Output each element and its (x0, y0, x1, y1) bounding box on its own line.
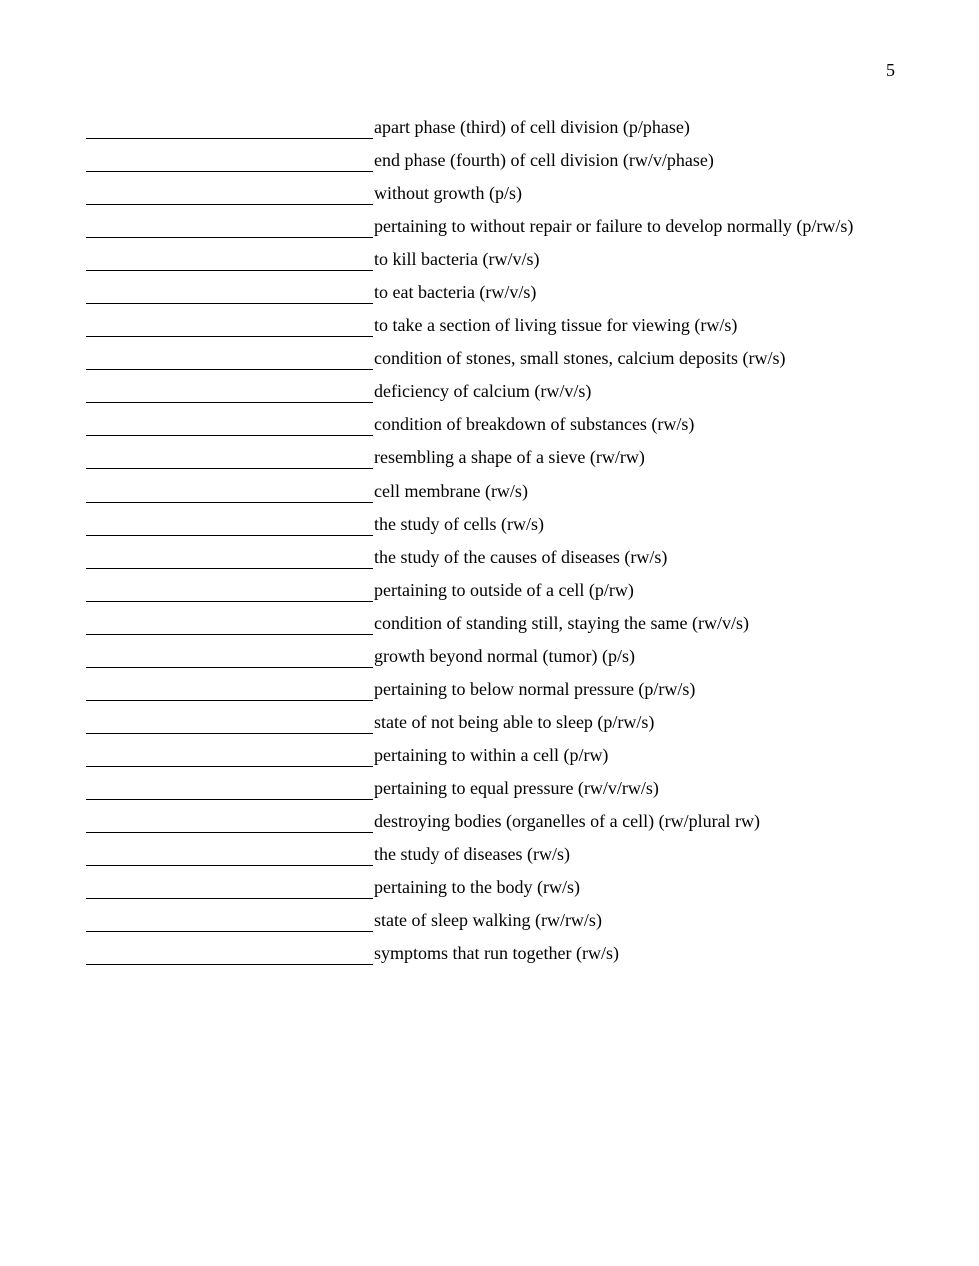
worksheet-row (86, 644, 956, 677)
answer-blank[interactable] (86, 479, 373, 503)
answer-blank[interactable] (86, 148, 373, 172)
answer-blank[interactable] (86, 181, 373, 205)
worksheet-row (86, 214, 956, 247)
worksheet-row (86, 809, 956, 842)
definition-text: the study of the causes of diseases (rw/s) (374, 546, 668, 567)
worksheet-row (86, 280, 956, 313)
worksheet-row (86, 313, 956, 346)
definition-text: destroying bodies (organelles of a cell) (rw/plural rw) (374, 810, 761, 831)
answer-blank[interactable] (86, 578, 373, 602)
worksheet-row (86, 512, 956, 545)
answer-blank[interactable] (86, 313, 373, 337)
answer-blank[interactable] (86, 346, 373, 370)
answer-blank[interactable] (86, 875, 373, 899)
definition-text: condition of breakdown of substances (rw/s) (374, 414, 695, 435)
worksheet-row (86, 776, 956, 809)
definition-text: symptoms that run together (rw/s) (374, 943, 619, 964)
definition-text: growth beyond normal (tumor) (p/s) (374, 645, 635, 666)
answer-blank[interactable] (86, 644, 373, 668)
definition-text: without growth (p/s) (374, 183, 522, 204)
worksheet-row (86, 941, 956, 974)
definition-text: pertaining to within a cell (p/rw) (374, 744, 609, 765)
worksheet-row (86, 115, 956, 148)
worksheet-row (86, 412, 956, 445)
answer-blank[interactable] (86, 809, 373, 833)
worksheet-row (86, 379, 956, 412)
answer-blank[interactable] (86, 908, 373, 932)
worksheet-row (86, 611, 956, 644)
answer-blank[interactable] (86, 280, 373, 304)
answer-blank[interactable] (86, 743, 373, 767)
worksheet-row (86, 479, 956, 512)
worksheet-list (86, 115, 956, 974)
answer-blank[interactable] (86, 445, 373, 469)
definition-text: to take a section of living tissue for viewing (rw/s) (374, 315, 738, 336)
worksheet-row (86, 743, 956, 776)
answer-blank[interactable] (86, 776, 373, 800)
definition-text: the study of cells (rw/s) (374, 513, 544, 534)
definition-text: end phase (fourth) of cell division (rw/v/phase) (374, 150, 714, 171)
definition-text: state of sleep walking (rw/rw/s) (374, 910, 602, 931)
worksheet-row (86, 545, 956, 578)
worksheet-row (86, 578, 956, 611)
worksheet-row (86, 445, 956, 478)
worksheet-row (86, 908, 956, 941)
definition-text: pertaining to equal pressure (rw/v/rw/s) (374, 777, 659, 798)
answer-blank[interactable] (86, 512, 373, 536)
definition-text: to kill bacteria (rw/v/s) (374, 249, 540, 270)
definition-text: resembling a shape of a sieve (rw/rw) (374, 447, 645, 468)
definition-text: apart phase (third) of cell division (p/phase) (374, 117, 690, 137)
definition-text: pertaining to without repair or failure to develop normally (p/rw/s) (374, 216, 854, 237)
definition-text: state of not being able to sleep (p/rw/s) (374, 711, 655, 732)
answer-blank[interactable] (86, 247, 373, 271)
worksheet-row (86, 181, 956, 214)
worksheet-row (86, 842, 956, 875)
answer-blank[interactable] (86, 611, 373, 635)
answer-blank[interactable] (86, 710, 373, 734)
page-number: 5 (886, 60, 895, 80)
definition-text: deficiency of calcium (rw/v/s) (374, 381, 592, 402)
answer-blank[interactable] (86, 379, 373, 403)
definition-text: condition of standing still, staying the same (rw/v/s) (374, 612, 749, 633)
answer-blank[interactable] (86, 115, 373, 139)
answer-blank[interactable] (86, 545, 373, 569)
answer-blank[interactable] (86, 412, 373, 436)
definition-text: to eat bacteria (rw/v/s) (374, 282, 537, 303)
definition-text: pertaining to outside of a cell (p/rw) (374, 579, 634, 600)
answer-blank[interactable] (86, 941, 373, 965)
answer-blank[interactable] (86, 842, 373, 866)
worksheet-row (86, 148, 956, 181)
definition-text: pertaining to the body (rw/s) (374, 877, 580, 898)
worksheet-row (86, 346, 956, 379)
worksheet-row (86, 677, 956, 710)
worksheet-row (86, 710, 956, 743)
answer-blank[interactable] (86, 214, 373, 238)
definition-text: condition of stones, small stones, calcium deposits (rw/s) (374, 348, 786, 369)
worksheet-row (86, 247, 956, 280)
definition-text: pertaining to below normal pressure (p/rw/s) (374, 678, 696, 699)
worksheet-row (86, 875, 956, 908)
answer-blank[interactable] (86, 677, 373, 701)
definition-text: cell membrane (rw/s) (374, 480, 528, 501)
definition-text: the study of diseases (rw/s) (374, 844, 570, 865)
